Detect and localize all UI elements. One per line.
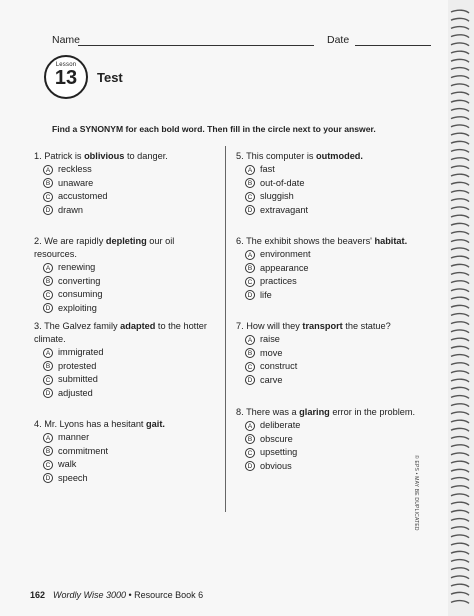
spiral-coil (451, 174, 469, 177)
answer-option[interactable] (34, 472, 218, 486)
answer-bubble[interactable]: C (43, 375, 53, 385)
spiral-coil (451, 527, 469, 530)
stem-text-before: The Galvez family (44, 321, 121, 331)
answer-text: exploiting (58, 302, 97, 313)
spiral-coil (451, 207, 469, 210)
instructions: Find a SYNONYM for each bold word. Then fill in the circle next to your answer. (52, 124, 376, 134)
question-stem (236, 406, 426, 419)
answer-option[interactable] (236, 460, 426, 474)
answer-option[interactable] (236, 177, 426, 191)
answer-option[interactable] (34, 261, 218, 275)
question-stem (34, 320, 218, 346)
answer-text: unaware (58, 177, 94, 188)
date-label: Date (327, 34, 350, 46)
answer-text: upsetting (260, 447, 298, 458)
stem-text-after: to danger. (124, 151, 168, 161)
answer-option[interactable] (236, 275, 426, 289)
spiral-coil (451, 117, 469, 120)
spiral-coil (451, 510, 469, 513)
answer-text: converting (58, 275, 101, 286)
answer-bubble[interactable]: A (245, 250, 255, 260)
footer-separator: • (125, 590, 135, 600)
answer-text: fast (260, 164, 275, 175)
spiral-coil (451, 166, 469, 169)
question-stem (34, 235, 218, 261)
answer-text: manner (58, 432, 90, 443)
spiral-coil (451, 330, 469, 333)
spiral-coil (451, 27, 469, 30)
lesson-badge (44, 55, 88, 99)
answer-text: raise (260, 334, 280, 345)
spiral-coil (451, 191, 469, 194)
spiral-coil (451, 396, 469, 399)
spiral-coil (451, 346, 469, 349)
stem-text-after: our oil resources. (34, 236, 175, 259)
stem-text-before: There was a (246, 407, 300, 417)
stem-text-after: the statue? (342, 321, 391, 331)
answer-bubble[interactable]: D (43, 205, 53, 215)
spiral-coil (451, 445, 469, 448)
answer-option[interactable] (236, 248, 426, 262)
question-8 (236, 406, 426, 473)
spiral-coil (451, 469, 469, 472)
question-7 (236, 320, 426, 387)
answer-option[interactable] (236, 262, 426, 276)
spiral-coil (451, 223, 469, 226)
question-number: 3. (34, 321, 42, 331)
stem-text-before: Mr. Lyons has a hesitant (44, 419, 147, 429)
page-title: Test (97, 70, 123, 85)
question-number: 2. (34, 236, 42, 246)
answer-option[interactable] (236, 204, 426, 218)
answer-bubble[interactable]: B (245, 263, 255, 273)
answer-text: appearance (260, 262, 309, 273)
spiral-coil (451, 182, 469, 185)
answer-text: obvious (260, 460, 292, 471)
spiral-coil (451, 428, 469, 431)
answer-text: adjusted (58, 387, 93, 398)
book-title: Wordly Wise 3000 (53, 590, 126, 600)
answer-bubble[interactable]: A (245, 421, 255, 431)
answer-bubble[interactable]: B (43, 361, 53, 371)
spiral-coil (451, 494, 469, 497)
answer-text: walk (58, 459, 77, 470)
answer-text: accustomed (58, 191, 108, 202)
date-line (355, 45, 431, 46)
spiral-coil (451, 576, 469, 579)
spiral-coil (451, 478, 469, 481)
lesson-word: Lesson (55, 62, 77, 68)
question-number: 7. (236, 321, 244, 331)
answer-option[interactable] (34, 288, 218, 302)
answer-option[interactable] (34, 387, 218, 401)
spiral-coil (451, 584, 469, 587)
spiral-coil (451, 141, 469, 144)
answer-bubble[interactable]: A (245, 335, 255, 345)
answer-bubble[interactable]: D (43, 473, 53, 483)
spiral-coil (451, 379, 469, 382)
spiral-coil (451, 592, 469, 595)
answer-option[interactable] (34, 204, 218, 218)
spiral-coil (451, 35, 469, 38)
spiral-coil (451, 363, 469, 366)
answer-bubble[interactable]: A (245, 165, 255, 175)
spiral-coil (451, 92, 469, 95)
stem-bold-word: glaring (299, 407, 330, 417)
stem-text-before: We are rapidly (44, 236, 106, 246)
spiral-coil (451, 76, 469, 79)
spiral-coil (451, 84, 469, 87)
page-footer (30, 590, 203, 600)
question-stem (236, 150, 426, 163)
spiral-coil (451, 560, 469, 563)
spiral-coil (451, 519, 469, 522)
page-number: 162 (30, 590, 46, 600)
answer-bubble[interactable]: D (245, 205, 255, 215)
spiral-coil (451, 305, 469, 308)
answer-bubble[interactable]: C (245, 277, 255, 287)
question-number: 1. (34, 151, 42, 161)
question-number: 8. (236, 407, 244, 417)
spiral-coil (451, 486, 469, 489)
answer-text: out-of-date (260, 177, 305, 188)
answer-bubble[interactable]: C (43, 460, 53, 470)
answer-option[interactable] (34, 275, 218, 289)
spiral-coil (451, 322, 469, 325)
answer-text: submitted (58, 374, 98, 385)
question-stem (236, 320, 426, 333)
copyright-note: © EPS • MAY BE DUPLICATED (413, 455, 419, 531)
spiral-coil (451, 420, 469, 423)
answer-text: speech (58, 472, 88, 483)
spiral-coil (451, 18, 469, 21)
answer-bubble[interactable]: D (245, 461, 255, 471)
answer-option[interactable] (34, 302, 218, 316)
stem-bold-word: gait. (146, 419, 165, 429)
spiral-coil (451, 502, 469, 505)
stem-bold-word: adapted (120, 321, 156, 331)
spiral-coil (451, 535, 469, 538)
spiral-coil (451, 551, 469, 554)
spiral-coil (451, 100, 469, 103)
stem-text-after: error in the problem. (329, 407, 416, 417)
answer-option[interactable] (34, 360, 218, 374)
answer-bubble[interactable]: B (245, 348, 255, 358)
spiral-coil (451, 109, 469, 112)
answer-text: life (260, 289, 272, 300)
answer-option[interactable] (236, 446, 426, 460)
answer-text: protested (58, 360, 97, 371)
question-1 (34, 150, 218, 217)
answer-text: drawn (58, 204, 84, 215)
answer-option[interactable] (236, 347, 426, 361)
answer-option[interactable] (236, 163, 426, 177)
spiral-coil (451, 248, 469, 251)
column-divider (225, 146, 226, 512)
answer-bubble[interactable]: A (43, 263, 53, 273)
answer-bubble[interactable]: B (245, 434, 255, 444)
spiral-coil (451, 273, 469, 276)
answer-text: sluggish (260, 191, 294, 202)
answer-text: carve (260, 374, 283, 385)
stem-text-before: The exhibit shows the beavers' (246, 236, 375, 246)
answer-option[interactable] (34, 458, 218, 472)
answer-bubble[interactable]: C (245, 192, 255, 202)
spiral-coil (451, 297, 469, 300)
answer-option[interactable] (236, 433, 426, 447)
spiral-coil (451, 355, 469, 358)
book-volume: Resource Book 6 (134, 590, 204, 600)
spiral-coil (451, 264, 469, 267)
answer-text: obscure (260, 433, 293, 444)
answer-bubble[interactable]: A (43, 433, 53, 443)
spiral-coil (451, 43, 469, 46)
spiral-coil (451, 412, 469, 415)
spiral-coil (451, 59, 469, 62)
spiral-coil (451, 150, 469, 153)
answer-bubble[interactable]: B (245, 178, 255, 188)
answer-option[interactable] (34, 163, 218, 177)
answer-bubble[interactable]: C (245, 362, 255, 372)
stem-text-before: This computer is (246, 151, 317, 161)
question-2 (34, 235, 218, 315)
spiral-coil (451, 437, 469, 440)
spiral-coil (451, 404, 469, 407)
answer-text: immigrated (58, 347, 104, 358)
answer-option[interactable] (34, 190, 218, 204)
answer-bubble[interactable]: D (245, 375, 255, 385)
answer-option[interactable] (34, 177, 218, 191)
name-line (78, 45, 314, 46)
answer-text: construct (260, 361, 298, 372)
answer-text: environment (260, 249, 311, 260)
answer-bubble[interactable]: D (245, 290, 255, 300)
stem-bold-word: outmoded. (316, 151, 363, 161)
spiral-coil (451, 256, 469, 259)
answer-text: deliberate (260, 420, 301, 431)
spiral-coil (451, 68, 469, 71)
answer-bubble[interactable]: B (43, 178, 53, 188)
answer-option[interactable] (236, 374, 426, 388)
lesson-number: 13 (54, 67, 78, 89)
stem-text-after: to the hotter climate. (34, 321, 207, 344)
spiral-coil (451, 289, 469, 292)
spiral-coil (451, 338, 469, 341)
answer-bubble[interactable]: C (43, 290, 53, 300)
question-3 (34, 320, 218, 400)
spiral-coil (451, 314, 469, 317)
spiral-coil (451, 10, 469, 13)
answer-text: commitment (58, 445, 109, 456)
answer-bubble[interactable]: A (43, 348, 53, 358)
stem-bold-word: oblivious (84, 151, 125, 161)
answer-bubble[interactable]: B (43, 276, 53, 286)
spiral-coil (451, 199, 469, 202)
stem-text-before: Patrick is (44, 151, 85, 161)
spiral-coil (451, 240, 469, 243)
question-number: 4. (34, 419, 42, 429)
question-number: 6. (236, 236, 244, 246)
spiral-coil (451, 158, 469, 161)
question-stem (236, 235, 426, 248)
answer-option[interactable] (236, 360, 426, 374)
spiral-coil (451, 453, 469, 456)
spiral-coil (451, 232, 469, 235)
spiral-coil (451, 51, 469, 54)
answer-option[interactable] (236, 333, 426, 347)
spiral-coil (451, 568, 469, 571)
answer-option[interactable] (34, 346, 218, 360)
spiral-coil (451, 215, 469, 218)
answer-bubble[interactable]: C (43, 192, 53, 202)
answer-text: consuming (58, 289, 103, 300)
answer-text: renewing (58, 262, 96, 273)
question-stem (34, 418, 218, 431)
name-label: Name (52, 34, 81, 46)
answer-text: extravagant (260, 204, 309, 215)
stem-text-before: How will they (246, 321, 303, 331)
question-4 (34, 418, 218, 485)
answer-text: practices (260, 276, 297, 287)
answer-bubble[interactable]: C (245, 448, 255, 458)
spiral-coil (451, 281, 469, 284)
spiral-coil (451, 133, 469, 136)
answer-option[interactable] (34, 445, 218, 459)
answer-bubble[interactable]: D (43, 388, 53, 398)
spiral-coil (451, 601, 469, 604)
answer-option[interactable] (34, 431, 218, 445)
stem-bold-word: transport (302, 321, 343, 331)
answer-text: reckless (58, 164, 92, 175)
question-5 (236, 150, 426, 217)
question-stem (34, 150, 218, 163)
answer-bubble[interactable]: B (43, 446, 53, 456)
spiral-coil (451, 387, 469, 390)
answer-option[interactable] (34, 373, 218, 387)
answer-option[interactable] (236, 419, 426, 433)
answer-option[interactable] (236, 190, 426, 204)
answer-text: move (260, 347, 283, 358)
spiral-binding (450, 8, 470, 608)
answer-bubble[interactable]: D (43, 303, 53, 313)
question-6 (236, 235, 426, 302)
spiral-coil (451, 371, 469, 374)
spiral-coil (451, 125, 469, 128)
answer-option[interactable] (236, 289, 426, 303)
stem-bold-word: depleting (105, 236, 147, 246)
spiral-coil (451, 461, 469, 464)
answer-bubble[interactable]: A (43, 165, 53, 175)
spiral-coil (451, 543, 469, 546)
stem-bold-word: habitat. (374, 236, 408, 246)
question-number: 5. (236, 151, 244, 161)
